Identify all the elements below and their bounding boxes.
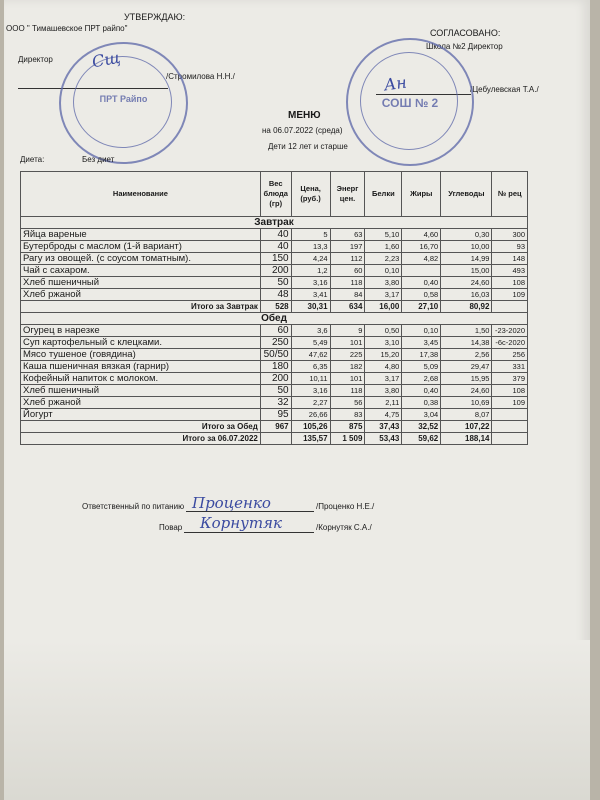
table-row (21, 253, 528, 265)
page-shadow (4, 640, 590, 800)
cell-price: 47,62 (291, 349, 330, 361)
cell-weight: 50 (260, 385, 291, 397)
responsible-label: Ответственный по питанию (82, 502, 185, 511)
cell-carbs: 15,95 (441, 373, 492, 385)
total-protein: 37,43 (365, 421, 402, 433)
cell-energy: 63 (330, 229, 365, 241)
grand-total-fat: 59,62 (402, 433, 441, 445)
section-title: Обед (21, 313, 528, 325)
grand-total-carbs: 188,14 (441, 433, 492, 445)
cell-energy: 112 (330, 253, 365, 265)
grand-total-name: Итого за 06.07.2022 (21, 433, 261, 445)
total-recipe (492, 421, 528, 433)
diet-label: Диета: (20, 155, 45, 164)
cell-recipe (492, 409, 528, 421)
right-stamp-text: СОШ № 2 (381, 96, 439, 110)
cell-protein: 4,75 (365, 409, 402, 421)
menu-document (4, 0, 590, 800)
responsible-name: /Проценко Н.Е./ (316, 502, 375, 511)
cell-recipe: 93 (492, 241, 528, 253)
total-carbs: 80,92 (441, 301, 492, 313)
cell-carbs: 29,47 (441, 361, 492, 373)
cell-energy: 197 (330, 241, 365, 253)
grand-total-protein: 53,43 (365, 433, 402, 445)
cell-recipe: 256 (492, 349, 528, 361)
cell-energy: 56 (330, 397, 365, 409)
cell-fat: 5,09 (402, 361, 441, 373)
cell-energy: 101 (330, 373, 365, 385)
approve-name: /Стромилова Н.Н./ (166, 72, 235, 81)
menu-table (20, 171, 528, 445)
cell-name: Хлеб пшеничный (21, 277, 261, 289)
table-row (21, 241, 528, 253)
section-total-row (21, 301, 528, 313)
cell-carbs: 24,60 (441, 385, 492, 397)
cell-fat: 0,38 (402, 397, 441, 409)
cell-name: Хлеб ржаной (21, 289, 261, 301)
table-row (21, 409, 528, 421)
cell-energy: 83 (330, 409, 365, 421)
table-row (21, 265, 528, 277)
cell-name: Хлеб ржаной (21, 397, 261, 409)
table-row (21, 277, 528, 289)
cell-carbs: 2,56 (441, 349, 492, 361)
cell-energy: 101 (330, 337, 365, 349)
agree-title: СОГЛАСОВАНО: (430, 28, 501, 38)
total-price: 105,26 (291, 421, 330, 433)
table-row (21, 373, 528, 385)
cell-price: 3,16 (291, 277, 330, 289)
cell-name: Чай с сахаром. (21, 265, 261, 277)
cell-name: Хлеб пшеничный (21, 385, 261, 397)
section-title: Завтрак (21, 217, 528, 229)
cell-fat: 0,40 (402, 385, 441, 397)
total-energy: 634 (330, 301, 365, 313)
cell-weight: 200 (260, 265, 291, 277)
cell-name: Суп картофельный с клецками. (21, 337, 261, 349)
cell-weight: 180 (260, 361, 291, 373)
table-header-row (21, 172, 528, 217)
right-seal-stamp (346, 38, 474, 166)
cell-fat: 3,45 (402, 337, 441, 349)
grand-total-weight (260, 433, 291, 445)
agree-signature: Ан (382, 72, 408, 95)
cell-weight: 40 (260, 241, 291, 253)
cell-price: 3,6 (291, 325, 330, 337)
col-energy-header: Энерг цен. (330, 172, 365, 217)
col-price-header: Цена, (руб.) (291, 172, 330, 217)
section-header-row (21, 217, 528, 229)
total-recipe (492, 301, 528, 313)
cell-carbs: 0,30 (441, 229, 492, 241)
cell-fat: 0,10 (402, 325, 441, 337)
cell-weight: 48 (260, 289, 291, 301)
cell-fat: 4,60 (402, 229, 441, 241)
cell-protein: 3,10 (365, 337, 402, 349)
table-body (21, 217, 528, 445)
cell-energy: 84 (330, 289, 365, 301)
total-weight: 528 (260, 301, 291, 313)
cell-name: Бутерброды с маслом (1-й вариант) (21, 241, 261, 253)
cell-protein: 15,20 (365, 349, 402, 361)
cell-protein: 1,60 (365, 241, 402, 253)
table-row (21, 397, 528, 409)
cell-price: 26,66 (291, 409, 330, 421)
table-row (21, 385, 528, 397)
menu-title: МЕНЮ (288, 110, 321, 121)
cell-carbs: 10,00 (441, 241, 492, 253)
cell-energy: 118 (330, 277, 365, 289)
cell-carbs: 24,60 (441, 277, 492, 289)
total-energy: 875 (330, 421, 365, 433)
cell-recipe: 331 (492, 361, 528, 373)
cook-signature: Корнутяк (200, 514, 282, 532)
cell-price: 1,2 (291, 265, 330, 277)
cell-weight: 50/50 (260, 349, 291, 361)
cell-weight: 60 (260, 325, 291, 337)
cell-name: Мясо тушеное (говядина) (21, 349, 261, 361)
total-fat: 27,10 (402, 301, 441, 313)
cell-carbs: 16,03 (441, 289, 492, 301)
cell-fat: 0,58 (402, 289, 441, 301)
col-protein-header: Белки (365, 172, 402, 217)
cell-protein: 4,80 (365, 361, 402, 373)
table-row (21, 361, 528, 373)
cell-carbs: 14,99 (441, 253, 492, 265)
cell-energy: 118 (330, 385, 365, 397)
total-carbs: 107,22 (441, 421, 492, 433)
cell-recipe: 108 (492, 385, 528, 397)
menu-date: на 06.07.2022 (среда) (262, 126, 343, 135)
cook-name: /Корнутяк С.А./ (316, 523, 372, 532)
cell-recipe: 109 (492, 289, 528, 301)
cell-recipe: 108 (492, 277, 528, 289)
agree-role: Школа №2 Директор (426, 42, 503, 51)
cell-fat: 0,40 (402, 277, 441, 289)
cell-price: 4,24 (291, 253, 330, 265)
cell-recipe: 300 (492, 229, 528, 241)
cell-name: Яйца вареные (21, 229, 261, 241)
cell-fat: 17,38 (402, 349, 441, 361)
diet-value: Без диет (82, 155, 115, 164)
cell-protein: 2,11 (365, 397, 402, 409)
cell-price: 5 (291, 229, 330, 241)
cell-fat (402, 265, 441, 277)
cell-fat: 4,82 (402, 253, 441, 265)
cell-energy: 182 (330, 361, 365, 373)
cell-weight: 150 (260, 253, 291, 265)
cell-recipe: 379 (492, 373, 528, 385)
total-weight: 967 (260, 421, 291, 433)
cell-carbs: 1,50 (441, 325, 492, 337)
approve-role: Директор (18, 55, 53, 64)
cell-protein: 0,10 (365, 265, 402, 277)
cell-weight: 250 (260, 337, 291, 349)
cell-recipe: 148 (492, 253, 528, 265)
section-total-row (21, 421, 528, 433)
cell-price: 13,3 (291, 241, 330, 253)
col-recipe-header: № рец (492, 172, 528, 217)
table-row (21, 229, 528, 241)
left-stamp-text: ПРТ Райпо (99, 94, 148, 104)
cell-weight: 32 (260, 397, 291, 409)
cell-price: 2,27 (291, 397, 330, 409)
table-row (21, 325, 528, 337)
cell-carbs: 8,07 (441, 409, 492, 421)
cell-weight: 40 (260, 229, 291, 241)
cell-energy: 225 (330, 349, 365, 361)
approve-signature: Сщ (90, 47, 122, 72)
grand-total-recipe (492, 433, 528, 445)
approve-org: ООО " Тимашевское ПРТ райпо" (6, 24, 128, 33)
cell-weight: 95 (260, 409, 291, 421)
cell-recipe: 109 (492, 397, 528, 409)
left-seal-stamp (59, 42, 188, 164)
cell-fat: 2,68 (402, 373, 441, 385)
total-name: Итого за Завтрак (21, 301, 261, 313)
table-row (21, 289, 528, 301)
cell-recipe: -6с-2020 (492, 337, 528, 349)
cell-name: Рагу из овощей. (с соусом томатным). (21, 253, 261, 265)
cell-fat: 16,70 (402, 241, 441, 253)
cell-energy: 60 (330, 265, 365, 277)
cell-weight: 50 (260, 277, 291, 289)
grand-total-row (21, 433, 528, 445)
cook-label: Повар (159, 523, 183, 532)
cell-fat: 3,04 (402, 409, 441, 421)
col-name-header: Наименование (21, 172, 261, 217)
col-weight-header: Вес блюда (гр) (260, 172, 291, 217)
cell-price: 5,49 (291, 337, 330, 349)
cell-protein: 3,80 (365, 277, 402, 289)
cell-name: Кофейный напиток с молоком. (21, 373, 261, 385)
grand-total-price: 135,57 (291, 433, 330, 445)
cell-price: 10,11 (291, 373, 330, 385)
total-price: 30,31 (291, 301, 330, 313)
cell-recipe: -23-2020 (492, 325, 528, 337)
cell-recipe: 493 (492, 265, 528, 277)
section-header-row (21, 313, 528, 325)
total-protein: 16,00 (365, 301, 402, 313)
cell-price: 3,16 (291, 385, 330, 397)
cell-price: 6,35 (291, 361, 330, 373)
cell-protein: 3,17 (365, 373, 402, 385)
cell-protein: 2,23 (365, 253, 402, 265)
col-carbs-header: Углеводы (441, 172, 492, 217)
menu-audience: Дети 12 лет и старше (268, 142, 348, 151)
cell-name: Огурец в нарезке (21, 325, 261, 337)
cell-protein: 3,17 (365, 289, 402, 301)
table-row (21, 349, 528, 361)
cell-protein: 0,50 (365, 325, 402, 337)
cell-carbs: 10,69 (441, 397, 492, 409)
total-name: Итого за Обед (21, 421, 261, 433)
cell-name: Каша пшеничная вязкая (гарнир) (21, 361, 261, 373)
approve-title: УТВЕРЖДАЮ: (124, 12, 186, 22)
cell-carbs: 14,38 (441, 337, 492, 349)
agree-name: /Цебулевская Т.А./ (470, 85, 539, 94)
table-row (21, 337, 528, 349)
cook-sign-line (184, 532, 314, 533)
cell-protein: 3,80 (365, 385, 402, 397)
col-fat-header: Жиры (402, 172, 441, 217)
cell-weight: 200 (260, 373, 291, 385)
cell-protein: 5,10 (365, 229, 402, 241)
cell-carbs: 15,00 (441, 265, 492, 277)
cell-price: 3,41 (291, 289, 330, 301)
cell-name: Йогурт (21, 409, 261, 421)
responsible-signature: Проценко (192, 494, 271, 512)
total-fat: 32,52 (402, 421, 441, 433)
grand-total-energy: 1 509 (330, 433, 365, 445)
cell-energy: 9 (330, 325, 365, 337)
